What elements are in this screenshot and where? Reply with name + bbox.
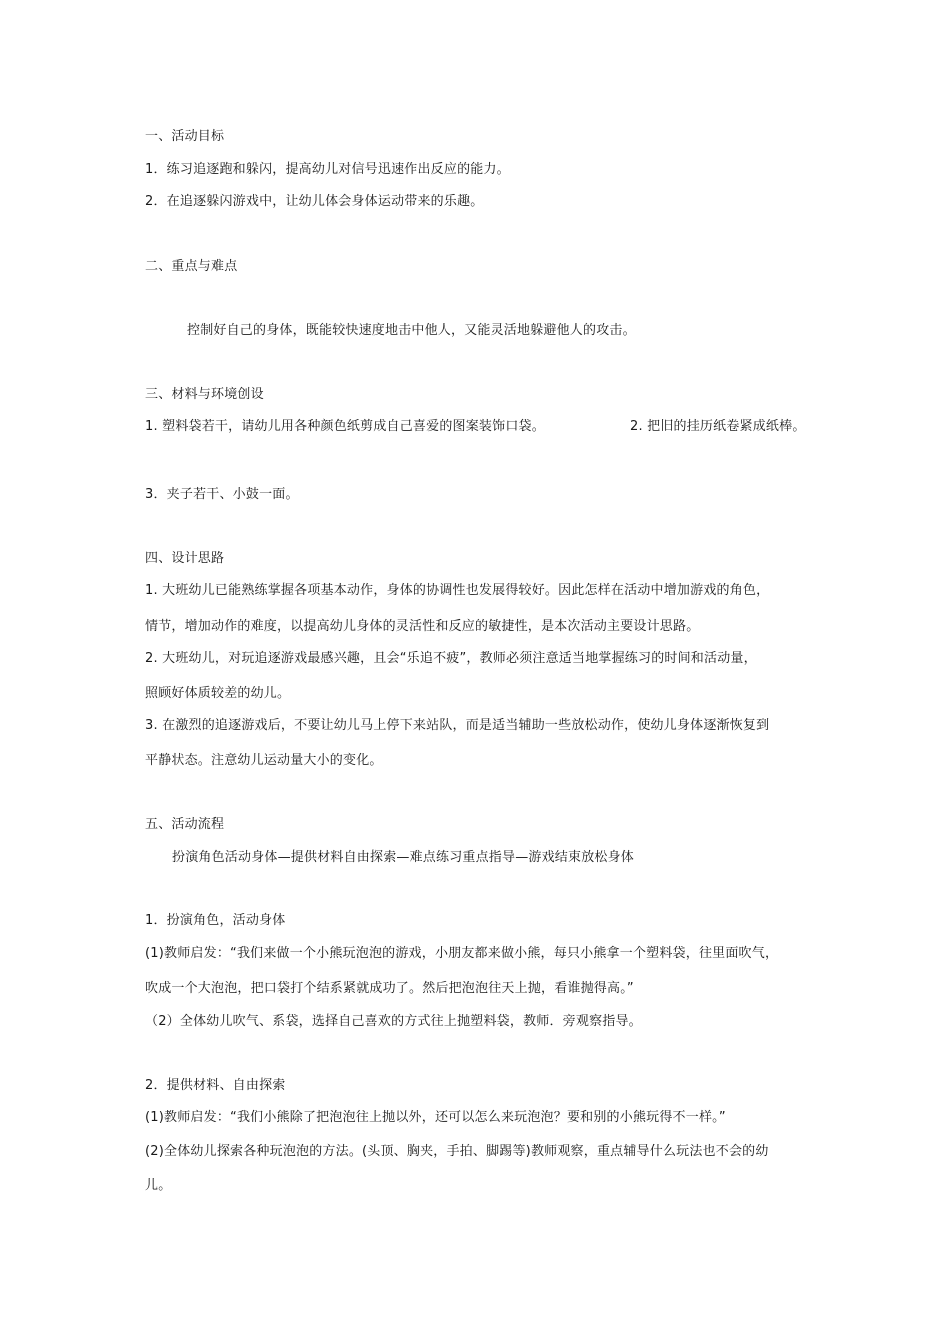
process-part1-title: 1．扮演角色，活动身体 xyxy=(145,913,286,928)
section-heading-key-points: 二、重点与难点 xyxy=(145,259,238,274)
design-line-3: 2. 大班幼儿，对玩追逐游戏最感兴趣，且会“乐追不疲”，教师必须注意适当地掌握练习的时间和活动量， xyxy=(145,651,757,666)
process-part2-title: 2．提供材料、自由探索 xyxy=(145,1078,286,1093)
design-line-5: 3. 在激烈的追逐游戏后，不要让幼儿马上停下来站队，而是适当辅助一些放松动作，使幼儿身体逐渐恢复到 xyxy=(145,718,770,733)
section-heading-goals: 一、活动目标 xyxy=(145,129,225,144)
goal-item-1: 1．练习追逐跑和躲闪，提高幼儿对信号迅速作出反应的能力。 xyxy=(145,162,510,177)
process-part2-line-2: (2)全体幼儿探索各种玩泡泡的方法。(头顶、胸夹，手拍、脚踢等)教师观察，重点辅导什么玩法也不会的幼 xyxy=(145,1144,769,1159)
materials-item-3: 3．夹子若干、小鼓一面。 xyxy=(145,487,299,502)
process-part2-line-1: (1)教师启发：“我们小熊除了把泡泡往上抛以外，还可以怎么来玩泡泡？要和别的小熊玩得不一样。” xyxy=(145,1110,726,1125)
design-line-2: 情节，增加动作的难度，以提高幼儿身体的灵活性和反应的敏捷性，是本次活动主要设计思路。 xyxy=(145,619,700,634)
design-line-1: 1. 大班幼儿已能熟练掌握各项基本动作，身体的协调性也发展得较好。因此怎样在活动中增加游戏的角色， xyxy=(145,583,770,598)
section-heading-process: 五、活动流程 xyxy=(145,817,225,832)
materials-item-1: 1. 塑料袋若干，请幼儿用各种颜色纸剪成自己喜爱的图案装饰口袋。 xyxy=(145,419,545,434)
process-part1-line-3: （2）全体幼儿吹气、系袋，选择自己喜欢的方式往上抛塑料袋，教师．旁观察指导。 xyxy=(145,1014,642,1029)
materials-item-2: 2. 把旧的挂历纸卷紧成纸棒。 xyxy=(630,419,806,434)
section-heading-design: 四、设计思路 xyxy=(145,551,225,566)
process-flow: 扮演角色活动身体—提供材料自由探索—难点练习重点指导—游戏结束放松身体 xyxy=(172,850,635,865)
design-line-6: 平静状态。注意幼儿运动量大小的变化。 xyxy=(145,753,383,768)
process-part1-line-1: (1)教师启发：“我们来做一个小熊玩泡泡的游戏，小朋友都来做小熊，每只小熊拿一个塑料袋，往里面吹气， xyxy=(145,946,779,961)
process-part2-line-3: 儿。 xyxy=(145,1178,172,1193)
process-part1-line-2: 吹成一个大泡泡，把口袋打个结系紧就成功了。然后把泡泡往天上抛，看谁抛得高。” xyxy=(145,981,634,996)
goal-item-2: 2．在追逐躲闪游戏中，让幼儿体会身体运动带来的乐趣。 xyxy=(145,194,484,209)
design-line-4: 照顾好体质较差的幼儿。 xyxy=(145,686,291,701)
section-heading-materials: 三、材料与环境创设 xyxy=(145,387,264,402)
key-points-text: 控制好自己的身体，既能较快速度地击中他人，又能灵活地躲避他人的攻击。 xyxy=(187,323,636,338)
